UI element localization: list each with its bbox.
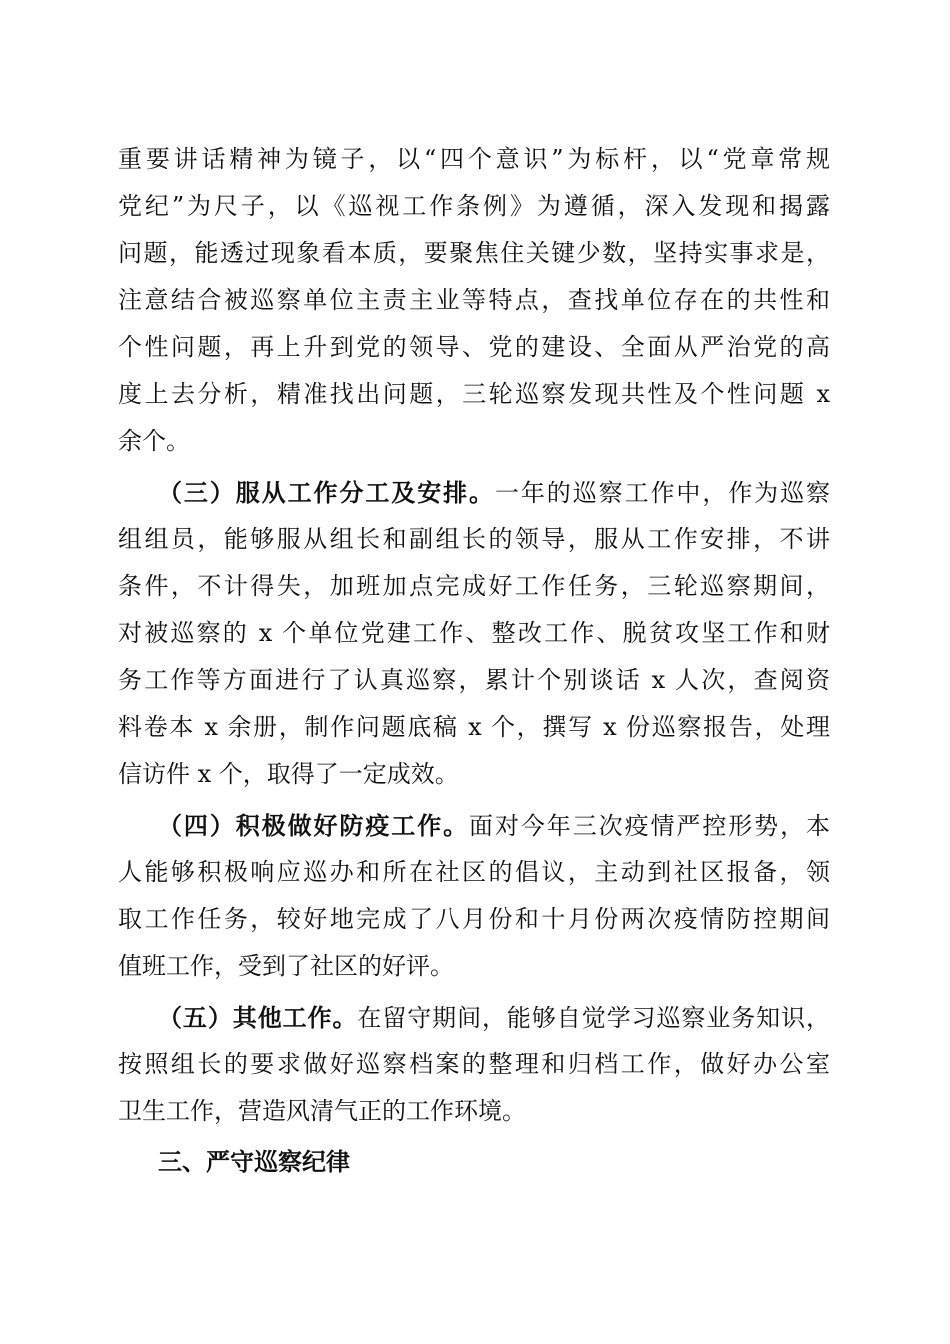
text-line: 卫生工作，营造风清气正的工作环境。 [118,1097,526,1125]
paragraph-heading: （四）积极做好防疫工作。 [158,811,470,840]
text-line-first [118,469,830,516]
text-line: 人能够积极响应巡办和所在社区的倡议，主动到社区报备，领 [118,858,830,886]
paragraph-heading: （三）服从工作分工及安排。 [158,478,495,507]
text-line-first [118,994,830,1041]
text-span: 一年的巡察工作中，作为巡察 [494,479,831,507]
text-line: 值班工作，受到了社区的好评。 [118,952,454,980]
text-line: 党纪”为尺子，以《巡视工作条例》为遵循，深入发现和揭露 [118,192,830,220]
text-line-first [118,802,830,849]
text-line: 取工作任务，较好地完成了八月份和十月份两次疫情防控期间 [118,905,830,933]
text-span: 在留守期间，能够自觉学习巡察业务知识， [357,1004,831,1032]
text-line: 信访件 x 个，取得了一定成效。 [118,760,459,788]
paragraph-inspection-findings [118,136,830,465]
text-line: 按照组长的要求做好巡察档案的整理和归档工作，做好办公室 [118,1050,830,1078]
paragraph-heading: （五）其他工作。 [158,1003,358,1032]
text-line: 务工作等方面进行了认真巡察，累计个别谈话 x 人次，查阅资 [118,666,830,694]
text-line: 个性问题，再上升到党的领导、党的建设、全面从严治党的高 [118,333,830,361]
document-page [118,136,830,1186]
paragraph-other-work [118,994,830,1135]
paragraph-work-assignment [118,469,830,798]
paragraph-epidemic-prevention [118,802,830,990]
text-line: 余个。 [118,427,190,455]
text-line: 对被巡察的 x 个单位党建工作、整改工作、脱贫攻坚工作和财 [118,619,830,647]
text-line: 组组员，能够服从组长和副组长的领导，服从工作安排，不讲 [118,525,830,553]
text-line: 注意结合被巡察单位主责主业等特点，查找单位存在的共性和 [118,286,830,314]
text-line: 料卷本 x 余册，制作问题底稿 x 个，撰写 x 份巡察报告，处理 [118,713,830,741]
text-line: 重要讲话精神为镜子，以“四个意识”为标杆，以“党章常规 [118,145,830,173]
text-span: 面对今年三次疫情严控形势，本 [469,812,831,840]
text-line: 条件，不计得失，加班加点完成好工作任务，三轮巡察期间， [118,572,830,600]
text-line: 度上去分析，精准找出问题，三轮巡察发现共性及个性问题 x [118,380,830,408]
section-heading: 三、严守巡察纪律 [158,1148,350,1176]
text-line: 问题，能透过现象看本质，要聚焦住关键少数，坚持实事求是， [118,239,830,267]
